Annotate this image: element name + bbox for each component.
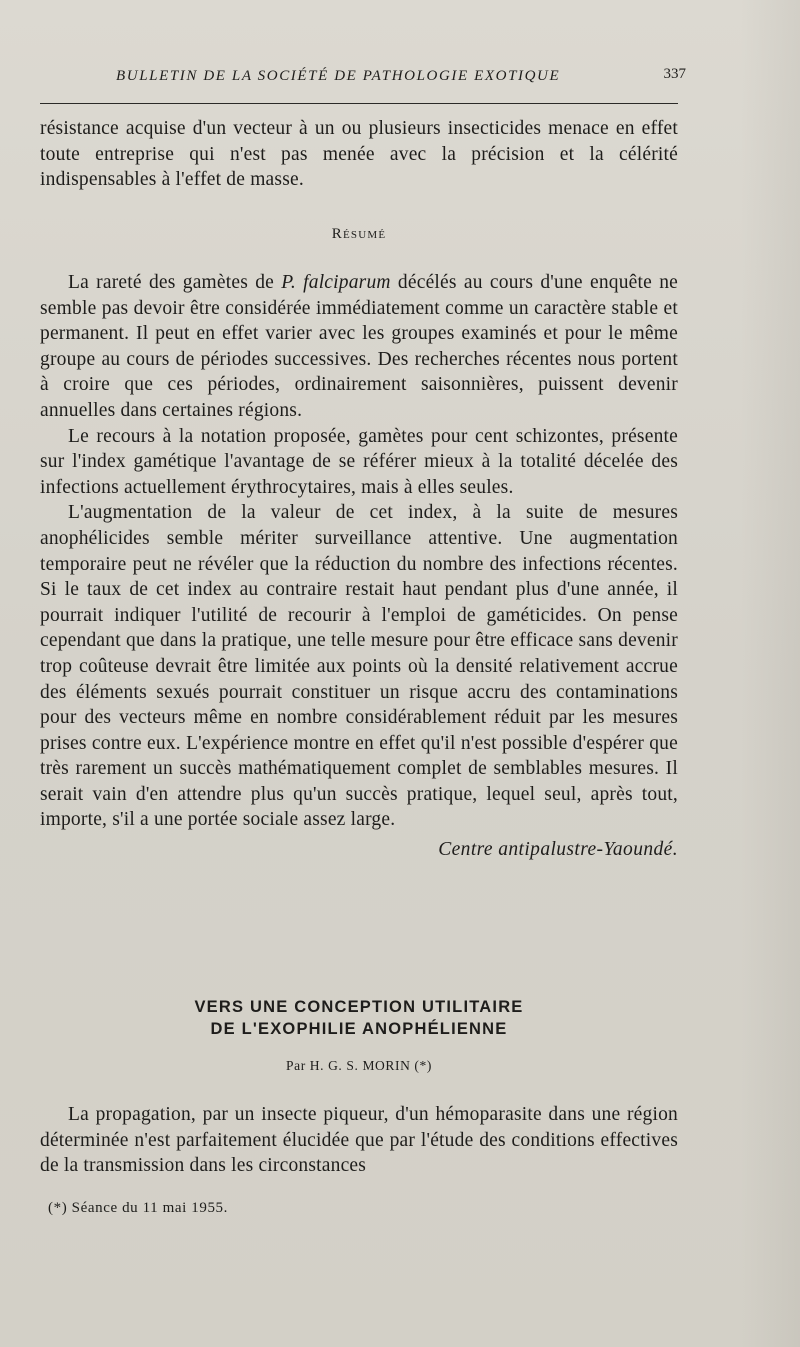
running-title: BULLETIN DE LA SOCIÉTÉ DE PATHOLOGIE EXOTIQUE <box>116 68 561 84</box>
footnote: (*) Séance du 11 mai 1955. <box>48 1200 228 1216</box>
resume-paragraph-1 <box>40 270 678 424</box>
resume-heading: Résumé <box>331 226 387 242</box>
header-rule <box>40 103 678 104</box>
running-header <box>116 68 686 94</box>
article-title <box>40 996 678 1040</box>
article-author: Par H. G. S. MORIN (*) <box>286 1058 432 1073</box>
article-body-paragraph: La propagation, par un insecte piqueur, d'un hémoparasite dans une région déterminée n'est parfaitement élucidée que par l'étude des conditions effectives de la transmission dans les circonstances <box>40 1104 678 1177</box>
article-title-line-1: VERS UNE CONCEPTION UTILITAIRE <box>194 998 524 1016</box>
resume-paragraph-2: Le recours à la notation proposée, gamètes pour cent schizontes, présente sur l'index gamétique l'avantage de se référer mieux à la totalité décelée des infections actuellement érythrocytaires, mais à elles seules. <box>40 425 678 498</box>
species-name: P. falciparum <box>281 272 391 293</box>
intro-section <box>40 116 678 193</box>
article-title-line-2: DE L'EXOPHILIE ANOPHÉLIENNE <box>210 1020 508 1038</box>
resume-section <box>40 270 678 863</box>
signature: Centre antipalustre-Yaoundé. <box>438 839 678 861</box>
page-edge-shading <box>740 0 800 1347</box>
article-body <box>40 1102 678 1179</box>
intro-paragraph: résistance acquise d'un vecteur à un ou plusieurs insecticides menace en effet toute entreprise qui n'est pas menée avec la précision et la célérité indispensables à l'effet de masse. <box>40 118 678 191</box>
resume-p1-after: décélés au cours d'une enquête ne semble pas devoir être considérée immédiatement comme un caractère stable et permanent. Il peut en effet varier avec les groupes examinés et pour le même groupe au cours de périodes successives. Des recherches récentes nous portent à croire que ces périodes, ordinairement saisonnières, puissent devenir annuelles dans certaines régions. <box>40 272 679 421</box>
resume-p1-before: La rareté des gamètes de <box>68 272 282 293</box>
resume-paragraph-3: L'augmentation de la valeur de cet index, à la suite de mesures anophélicides semble mériter surveillance attentive. Une augmentation temporaire peut ne révéler que la réduction du nombre des infections récentes. Si le taux de cet index au contraire restait haut pendant plus d'une année, il pourrait indiquer l'utilité de recourir à l'emploi de gaméticides. On pense cependant que dans la pratique, une telle mesure pour être efficace sans devenir trop coûteuse devrait être limitée aux points où la densité relativement accrue des éléments sexués pourrait constituer un risque accru des contaminations pour des vecteurs même en nombre considérablement réduit par les mesures prises contre eux. L'expérience montre en effet qu'il n'est possible d'espérer que très rarement un succès mathématiquement complet de semblables mesures. Il serait vain d'en attendre plus qu'un succès pratique, lequel seul, après tout, importe, s'il a une portée sociale assez large. <box>40 502 678 831</box>
page-number: 337 <box>663 66 686 82</box>
